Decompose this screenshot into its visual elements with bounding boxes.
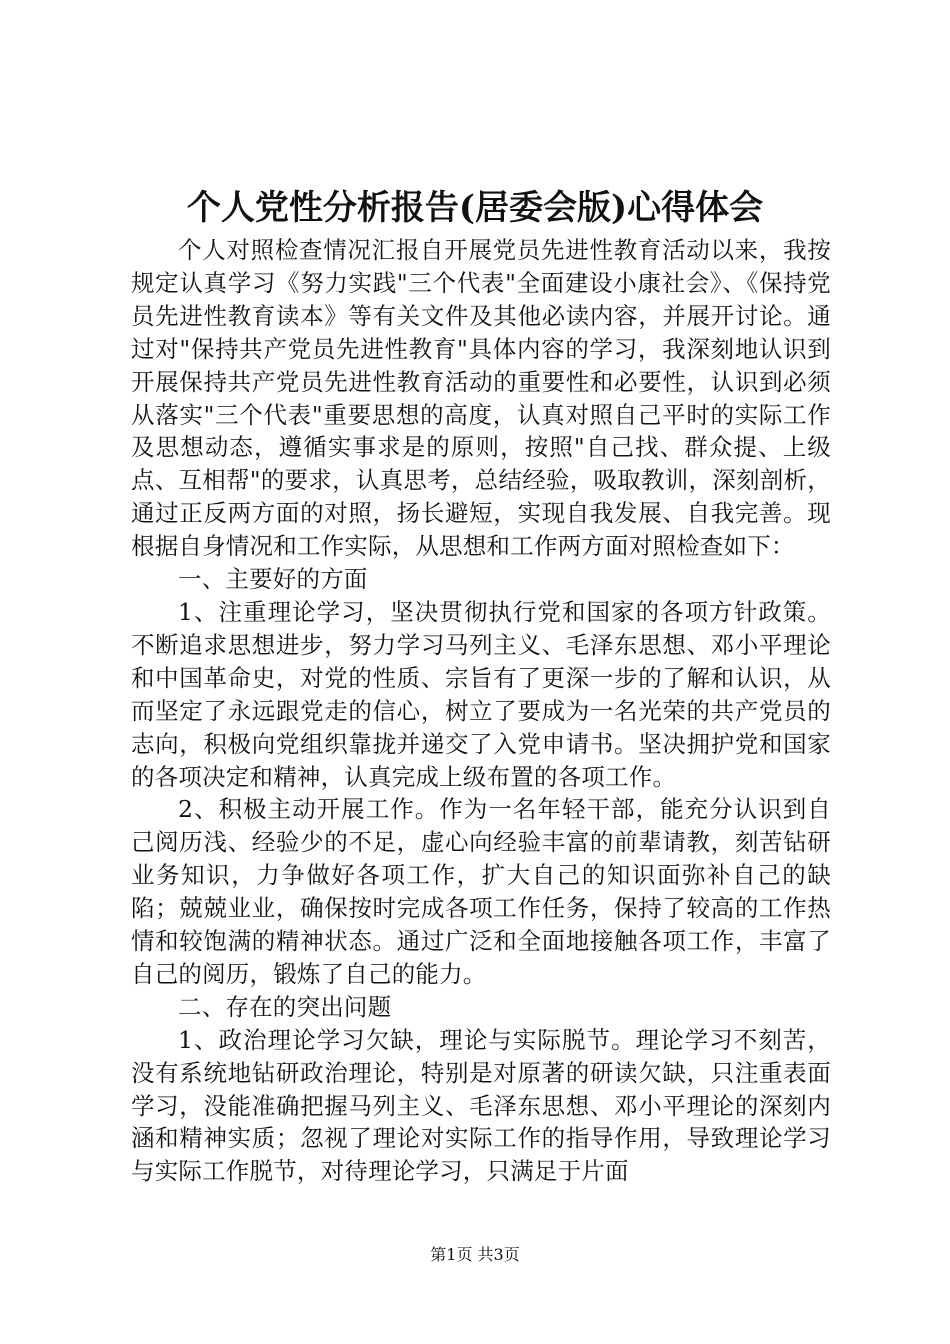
- page-footer: 第1页 共3页: [430, 1245, 520, 1264]
- section-heading-problems: 二、存在的突出问题: [178, 992, 392, 1021]
- document-title: 个人党性分析报告(居委会版)心得体会: [186, 188, 764, 228]
- document-body: [131, 234, 831, 1188]
- paragraph-intro: 个人对照检查情况汇报自开展党员先进性教育活动以来，我按规定认真学习《努力实践"三个代表"全面建设小康社会》、《保持党员先进性教育读本》等有关文件及其他必读内容，并展开讨论。通过对"保持共产党员先进性教育"具体内容的学习，我深刻地认识到开展保持共产党员先进性教育活动的重要性和必要性，认识到必须从落实"三个代表"重要思想的高度，认真对照自己平时的实际工作及思想动态，遵循实事求是的原则，按照"自己找、群众提、上级点、互相帮"的要求，认真思考，总结经验，吸取教训，深刻剖析，通过正反两方面的对照，扬长避短，实现自我发展、自我完善。现根据自身情况和工作实际，从思想和工作两方面对照检查如下：: [131, 236, 831, 561]
- paragraph-strength-1: 1、注重理论学习，坚决贯彻执行党和国家的各项方针政策。不断追求思想进步，努力学习马列主义、毛泽东思想、邓小平理论和中国革命史，对党的性质、宗旨有了更深一步的了解和认识，从而坚定了永远跟党走的信心，树立了要成为一名光荣的共产党员的志向，积极向党组织靠拢并递交了入党申请书。坚决拥护党和国家的各项决定和精神，认真完成上级布置的各项工作。: [131, 597, 831, 791]
- paragraph-strength-2: 2、积极主动开展工作。作为一名年轻干部，能充分认识到自己阅历浅、经验少的不足，虚心向经验丰富的前辈请教，刻苦钻研业务知识，力争做好各项工作，扩大自己的知识面弥补自己的缺陷；兢兢业业，确保按时完成各项工作任务，保持了较高的工作热情和较饱满的精神状态。通过广泛和全面地接触各项工作，丰富了自己的阅历，锻炼了自己的能力。: [131, 795, 831, 988]
- section-heading-strengths: 一、主要好的方面: [178, 565, 368, 594]
- paragraph-problem-1: 1、政治理论学习欠缺，理论与实际脱节。理论学习不刻苦，没有系统地钻研政治理论，特别是对原著的研读欠缺，只注重表面学习，没能准确把握马列主义、毛泽东思想、邓小平理论的深刻内涵和精神实质；忽视了理论对实际工作的指导作用，导致理论学习与实际工作脱节，对待理论学习，只满足于片面: [131, 1025, 831, 1186]
